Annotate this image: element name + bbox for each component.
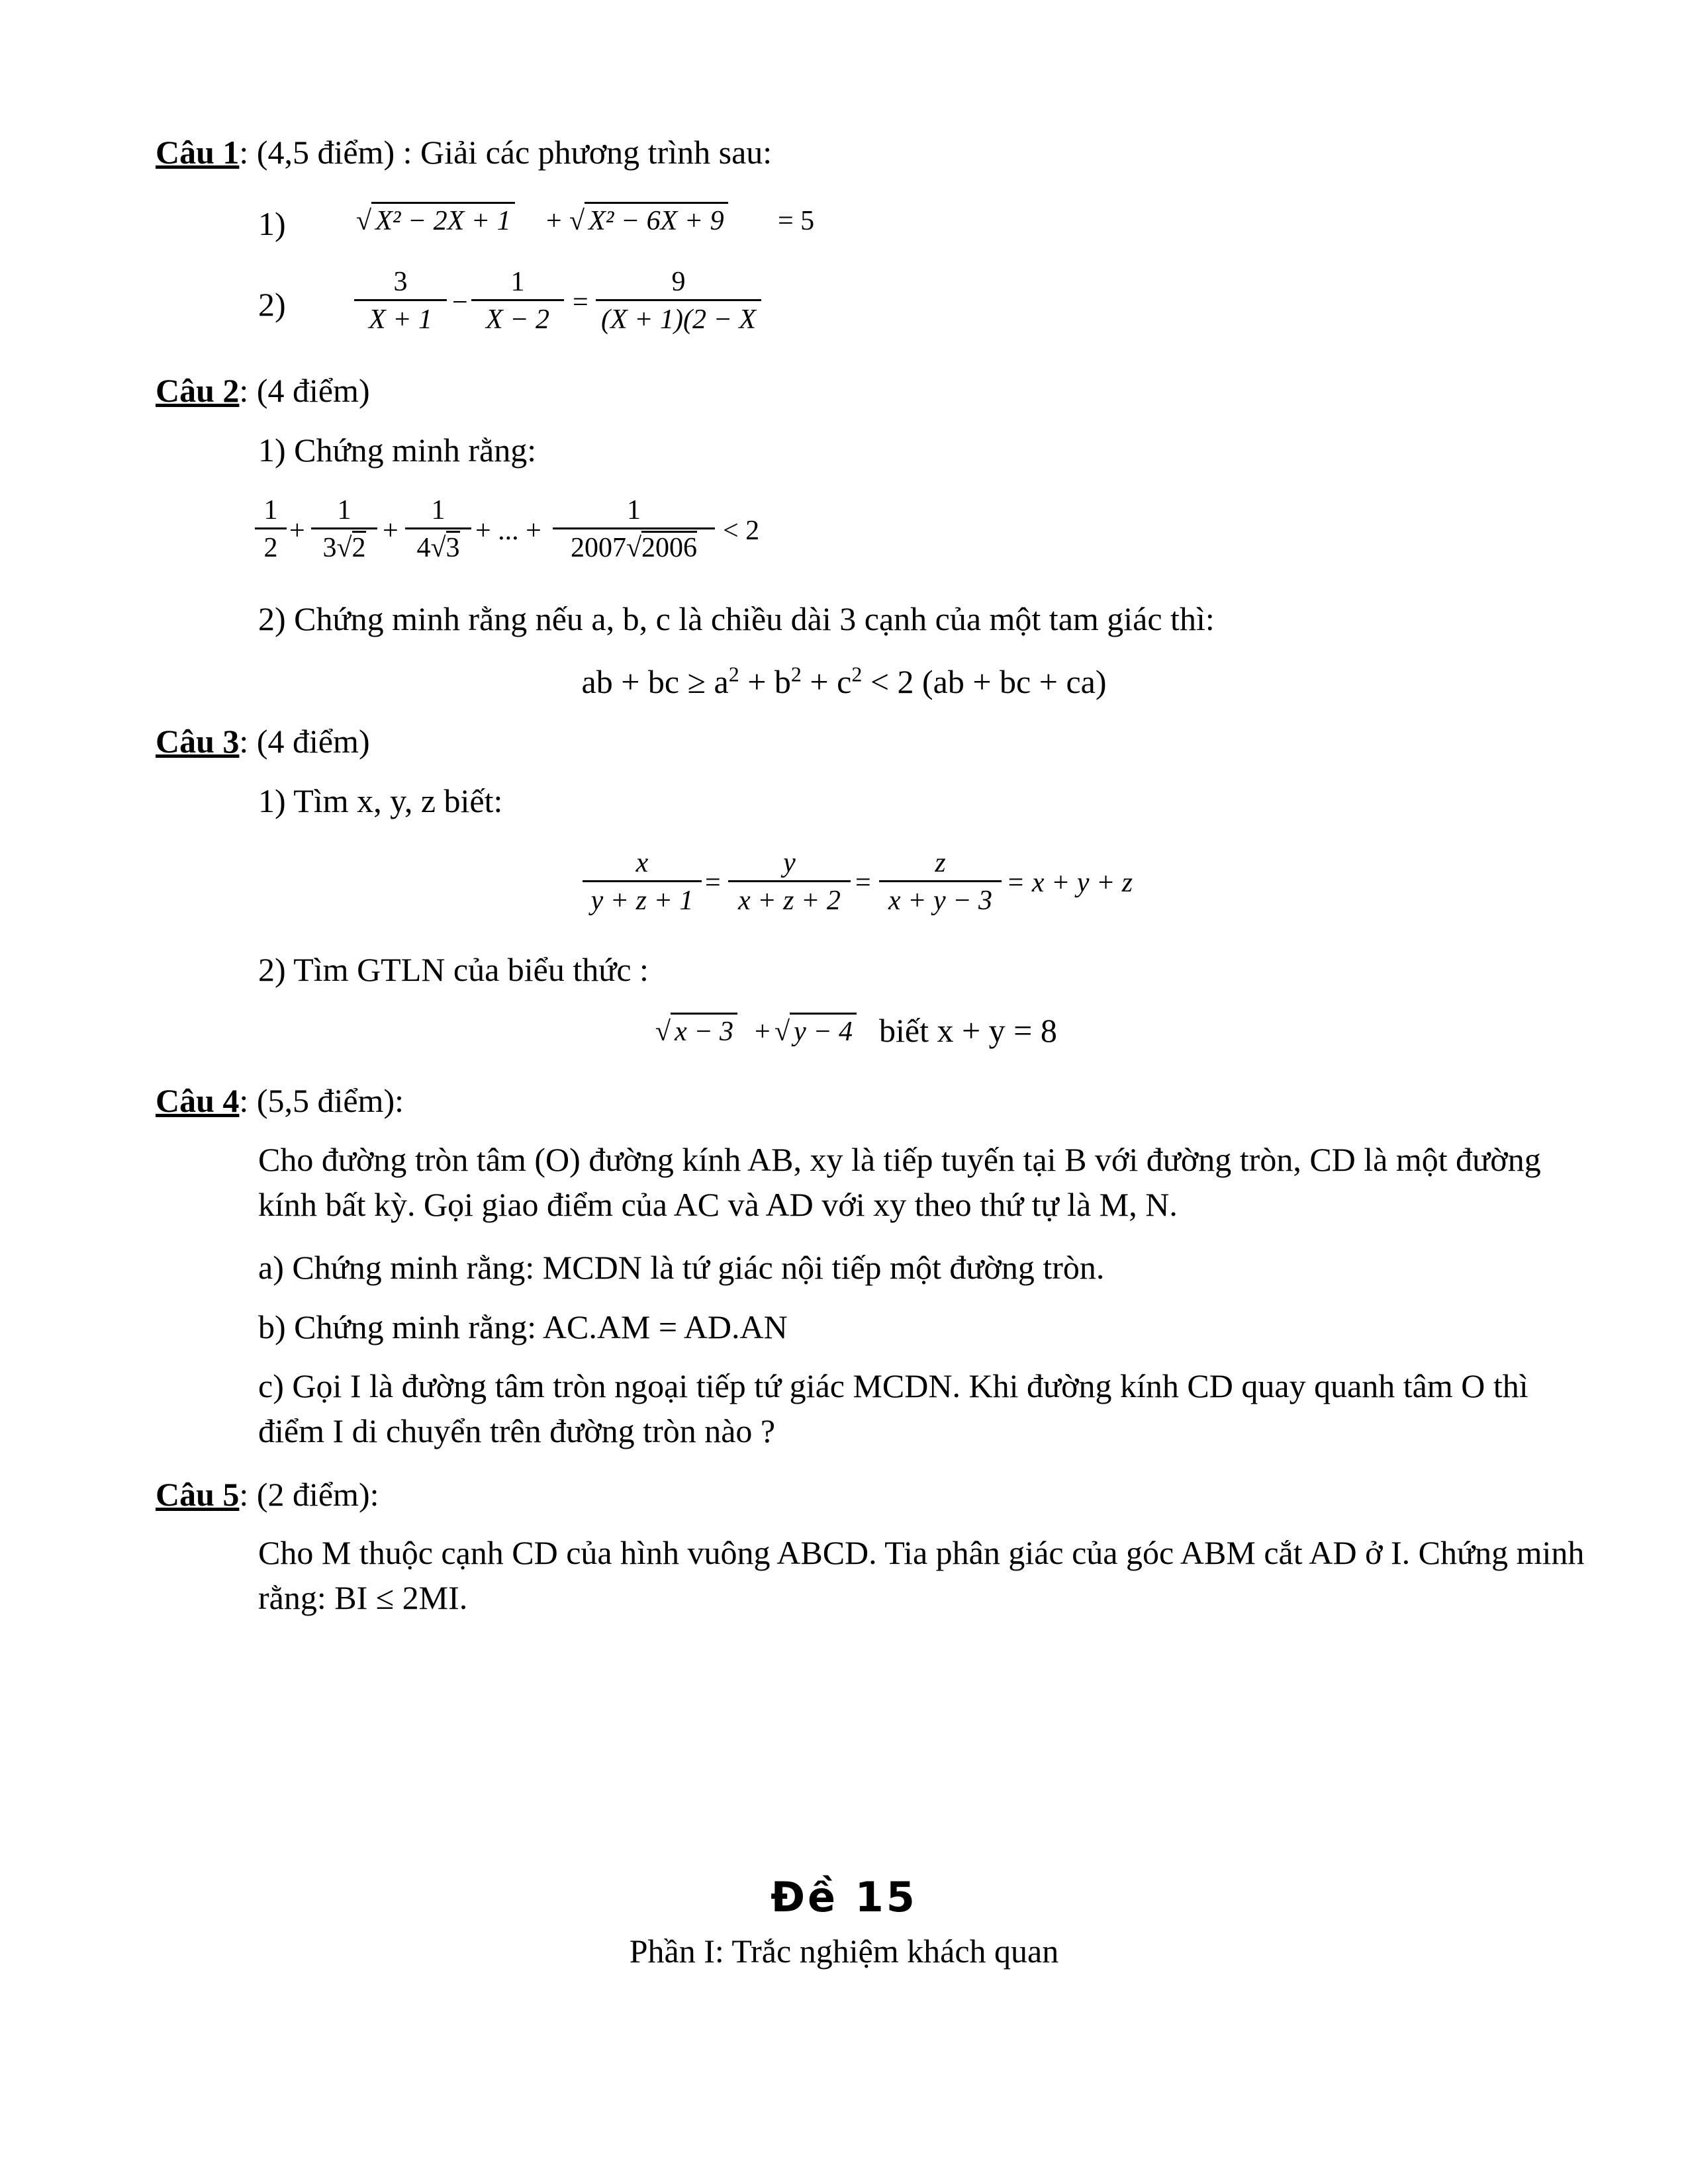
q5-label: Câu 5 [156, 1476, 240, 1513]
q2-points: : (4 điểm) [239, 372, 370, 409]
q2-inequality: ab + bc ≥ $a^2 + b^2 + c^2 < 2$ (ab + bc + ca) [581, 662, 1107, 700]
q5-points: : (2 điểm): [239, 1476, 379, 1513]
q2-plus2: + [383, 516, 399, 546]
q1-fraction1-numerator: 3 [393, 267, 408, 297]
q1-item1-label: 1) [258, 205, 286, 242]
q2-sum-term4: 1 2007√2006 [553, 493, 715, 567]
q1-equals: = [573, 287, 588, 318]
radical-sign: √ [430, 533, 446, 563]
q5-text: Cho M thuộc cạnh CD của hình vuông ABCD. Tia phân giác của góc ABM cắt AD ở I. Chứng minh rằng: BI ≤ 2MI. [258, 1534, 1585, 1616]
q2-label: Câu 2 [156, 372, 240, 409]
q1-item1-rhs: = 5 [778, 206, 815, 236]
q3-fraction1: x y + z + 1 [583, 846, 702, 919]
q5-heading [156, 1475, 379, 1514]
q3-part2: 2) Tìm GTLN của biểu thức : [258, 951, 649, 988]
q3-part1: 1) Tìm x, y, z biết: [258, 782, 503, 819]
q1-item1-radical2 [569, 202, 728, 238]
q2-plus1: + [289, 516, 305, 546]
q2-part1: 1) Chứng minh rằng: [258, 432, 537, 469]
exam-subtitle: Phần I: Trắc nghiệm khách quan [629, 1933, 1059, 1970]
q2-sum-term3: 1 4√3 [405, 493, 471, 567]
q3-condition: biết x + y = 8 [879, 1012, 1057, 1049]
q1-label: Câu 1 [156, 134, 240, 171]
radical-sign: √ [356, 206, 372, 236]
radical-sign: √ [569, 206, 585, 236]
q1-fraction2-numerator: 1 [510, 267, 525, 297]
radical-sign: √ [336, 533, 352, 563]
q3-fraction2: y x + z + 2 [728, 846, 851, 919]
q1-fraction2-denominator: X − 2 [486, 304, 549, 335]
q1-heading [156, 132, 772, 172]
q3-equals2: = [855, 868, 871, 898]
q1-fraction1-denominator: X + 1 [369, 304, 432, 335]
q4-heading [156, 1081, 404, 1120]
q1-minus: − [452, 287, 468, 318]
q2-sum-dots: + ... + [475, 516, 541, 546]
q4-label: Câu 4 [156, 1082, 240, 1119]
q1-item2-label: 2) [258, 286, 286, 323]
q1-fraction1 [354, 265, 447, 338]
radical-sign: √ [774, 1017, 790, 1047]
q4-part-b: b) Chứng minh rằng: AC.AM = AD.AN [258, 1308, 788, 1345]
q1-fraction3-denominator: (X + 1)(2 − X [601, 304, 756, 335]
q2-sum-term2: 1 3√2 [311, 493, 377, 567]
q4-points: : (5,5 điểm): [239, 1082, 404, 1119]
q3-heading [156, 721, 370, 761]
q4-part-c: c) Gọi I là đường tâm tròn ngoại tiếp tứ giác MCDN. Khi đường kính CD quay quanh tâm O thì điểm I di chuyển trên đường tròn nào ? [258, 1367, 1528, 1449]
q2-sum-term1: 1 2 [255, 493, 287, 567]
q3-label: Câu 3 [156, 723, 240, 760]
q1-item1-radicand1: X² − 2X + 1 [371, 202, 515, 238]
q1-item1-plus: + [546, 206, 562, 236]
q1-points: : (4,5 điểm) : Giải các phương trình sau: [239, 134, 773, 171]
exam-title: Đề 15 [771, 1873, 917, 1921]
q3-radical-plus: + [755, 1017, 771, 1047]
q3-points: : (4 điểm) [239, 723, 370, 760]
q4-part-a: a) Chứng minh rằng: MCDN là tứ giác nội tiếp một đường tròn. [258, 1249, 1105, 1286]
q2-sum-rhs: < 2 [723, 516, 760, 546]
q3-fraction3: z x + y − 3 [879, 846, 1002, 919]
radical-sign: √ [655, 1017, 671, 1047]
q1-item1-radical1 [356, 202, 515, 238]
q3-radical2: √ y − 4 [774, 1013, 857, 1049]
q1-item1-radicand2: X² − 6X + 9 [585, 202, 728, 238]
q1-fraction3-numerator: 9 [671, 267, 686, 297]
q3-radical1: √ x − 3 [655, 1013, 737, 1049]
q4-intro: Cho đường tròn tâm (O) đường kính AB, xy là tiếp tuyến tại B với đường tròn, CD là một đường kính bất kỳ. Gọi giao điểm của AC và AD với xy theo thứ tự là M, N. [258, 1141, 1541, 1223]
q3-fraction-rhs: = x + y + z [1006, 868, 1133, 898]
q2-heading [156, 371, 370, 410]
q1-fraction2 [471, 265, 564, 338]
q1-fraction3 [596, 265, 761, 338]
radical-sign: √ [626, 533, 642, 563]
q3-equals1: = [705, 868, 721, 898]
q2-part2: 2) Chứng minh rằng nếu a, b, c là chiều dài 3 cạnh của một tam giác thì: [258, 600, 1215, 637]
